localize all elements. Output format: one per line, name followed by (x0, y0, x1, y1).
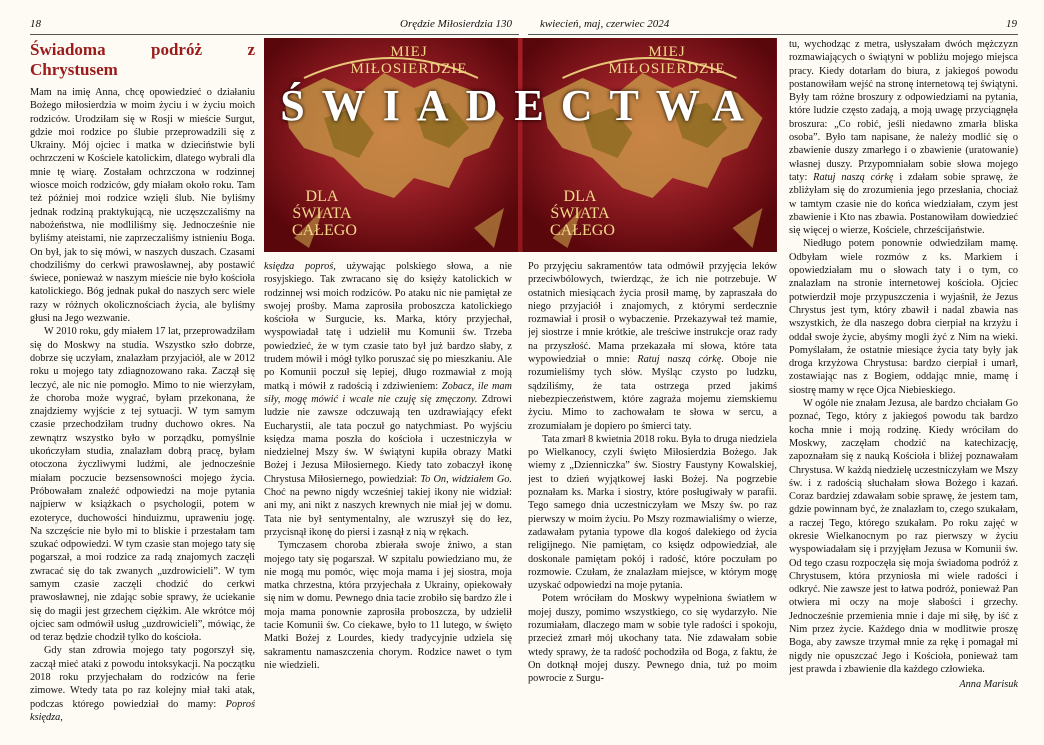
paragraph (30, 644, 255, 724)
photo-caption-top: MIEJ MIŁOSIERDZIE (608, 44, 726, 77)
photo-caption-top: MIEJ MIŁOSIERDZIE (350, 44, 468, 77)
quote-text: To On, widziałem Go. (420, 473, 512, 485)
photo-caption-bottom (550, 188, 615, 239)
magazine-title: Orędzie Miłosierdzia 130 (400, 18, 513, 30)
article-column-1 (30, 38, 255, 738)
photo-caption-line-1: DLA (305, 188, 339, 205)
paragraph: Mam na imię Anna, chcę opowiedzieć o działaniu Bożego miłosierdzia w moim życiu i w życiu moich rodziców. Urodziłam się w Rosji w mieście Surgut, gdzie moi rodzice po ślubie przeprowadzili się z Ukrainy. Mój ojciec i matka w dzieciństwie byli ochrzczeni w Kościele katolickim, dlatego wybrali dla mnie tę wiarę. Zostałam ochrzczona w rodzinnej wiosce moich rodziców, gdy miałam około roku. Tam też później moi rodzice wzięli ślub. Nie byliśmy jednak rodziną praktykującą, nie uczęszczaliśmy na nabożeństwa, nie modliliśmy się. Jednocześnie nie byliśmy ateistami, nie zaprzeczaliśmy istnieniu Boga. On był, jak to się mówi, w naszych duszach. Czasami chodziliśmy do cerkwi prawosławnej, aby postawić świece, ponieważ w naszym mieście nie było kościoła katolickiego. Bóg jednak pukał do naszych serc wiele razy w różnych okolicznościach życia, ale byliśmy głusi na Jego wezwanie. (30, 87, 255, 325)
quote-text: Ratuj naszą córkę. (637, 354, 724, 366)
paragraph (264, 260, 512, 539)
quote-text: Ratuj naszą córkę (813, 171, 894, 183)
issue-date: kwiecień, maj, czerwiec 2024 (540, 18, 670, 30)
paragraph (789, 38, 1018, 237)
article-author: Anna Marisuk (959, 679, 1018, 691)
quote-text: Zobacz, ile mam siły, mogę mówić i wcale nie czuję się zmęczony. (264, 380, 512, 405)
paragraph-text: , używając polskiego słowa, a nie rosyjskiego. Tak zwracano się do księży katolickich w rodzinnej wsi moich rodziców. Po ataku nic nie pamiętał ze swojej prośby. Mama zaprosiła proboszcza katolickiego kościoła w Surgucie, ks. Marka, który przyjechał, wyspowiadał tatę i udzielił mu Komunii św. Trzeba powiedzieć, że w tym czasie tato był już bardzo słaby, z trudem mówił i mógł tylko poruszać się po mieszkaniu. Ale po Komunii poczuł się lepiej, długo rozmawiał z moją matką i mówił z radością i zdziwieniem: (264, 261, 512, 392)
article-column-2 (264, 260, 512, 738)
paragraph: W 2010 roku, gdy miałem 17 lat, przeprowadziłam się do Moskwy na studia. Wszystko szło dobrze, dobrze się uczyłam, znalazłam przyjaciół, ale w 2012 roku u mojego taty zdiagnozowano raka. Zaczął się leczyć, ale nic nie pomogło. Mimo to nie wierzyłam, że choroba może wygrać, byłam przekonana, że znajdziemy wyjście z tej sytuacji. W tym samym czasie przechodziłam trudny duchowo okres. Na zewnątrz wszystko było w porządku, pomyślnie ukończyłam studia, znalazłam dobrą pracę, byłam otoczona życzliwymi ludźmi, ale jednocześnie miałam poczucie bezsensowności mojego życia. Próbowałam znaleźć odpowiedzi na moje pytania najpierw w książkach o psychologii, potem w ezoteryce, duchowości hinduizmu, upraweniu jogę. Na szczęście nie było mi to bliskie i przestałam tam szukać odpowiedzi. W tym czasie stan mojego taty się pogarszał, a moi rodzice za radą znajomych zaczęli zwracać się do tak zwanych „uzdrowicieli”. W tym samym czasie zaczęli chodzić do cerkwi prawosławnej, nie zdając sobie sprawy, że uciekanie się do magii jest grzechem ciężkim. Ale wkrótce mój ojciec sam odmówił usług „uzdrowicieli”, mówiąc, że od teraz będzie chodził tylko do kościoła. (30, 326, 255, 644)
paragraph: Tata zmarł 8 kwietnia 2018 roku. Była to druga niedziela po Wielkanocy, czyli święto Miłosierdzia Bożego. Jak wiemy z „Dzienniczka” św. Siostry Faustyny Kowalskiej, jest to dzień wyjątkowej łaski Bożej. Na pogrzebie poznałam ks. Marka i siostry, które posługiwały w parafii. Tego samego dnia uczestniczyłam we Mszy św. po raz pierwszy w moim życiu. Po Mszy rozmawialiśmy o wierze, zadawałam pytania typowe dla kogoś dalekiego od życia religijnego. Nie pamiętam, co księdz odpowiedział, ale doskonale pamiętam pokój i radość, które poczułam po rozmowie. Czułam, że znalazłam miejsce, w którym mogę uzyskać odpowiedzi na moje pytania. (528, 433, 777, 592)
paragraph (528, 260, 777, 433)
section-banner-title: ŚWIADECTWA (280, 81, 761, 130)
paragraph-text: Zdrowi ludzie nie zawsze odczuwają ten uzdrawiający efekt Eucharystii, ale tata poczuł go natychmiast. Po wyjściu księdza mama poszła do kościoła i uczestniczyła w niedzielnej Mszy św. W świątyni kupiła obrazy Matki Bożej i Jezusa Miłosiernego. Kiedy tato zobaczył ikonę Chrystusa Miłosiernego, powiedział: (264, 393, 512, 485)
header-photo (264, 38, 777, 252)
paragraph-text: Choć na pewno nigdy wcześniej takiej ikony nie widział: ani my, ani nikt z naszych krewnych nie miał jej w domu. Tata nie był sentymentalny, ale wzruszył się do łez, przycisnął ikonę do piersi i zasnął z nią w rękach. (264, 487, 512, 538)
paragraph-text: Po przyjęciu sakramentów tata odmówił przyjęcia leków przeciwbólowych, twierdząc, że ich nie potrzebuje. W ostatnich miesiącach życia prosił mamę, by zapraszała do niego przyjaciół i znajomych, z którymi serdecznie rozmawiał i prosił o wybaczenie. Przekazywał też mamie, jej siostrze i mnie krótkie, ale treściwe instrukcje oraz rady na przyszłość. Mama przekazała mi słowa, które tata wypowiedział o mnie: (528, 261, 777, 366)
paragraph: Potem wróciłam do Moskwy wypełniona światłem w mojej duszy, pomimo wszystkiego, co się wydarzyło. Nie rozumiałam, dlaczego mam w sobie tyle radości i spokoju, przecież zmarł mój ukochany tata. Nie zdawałam sobie wtedy sprawy, że ta radość pochodziła od Boga, z faktu, że On dotknął mojej duszy. Pewnego dnia, tuż po moim powrocie z Surgu- (528, 593, 777, 685)
quote-text: księdza poproś (264, 261, 334, 272)
photo-caption-line-3: CAŁEGO (292, 222, 357, 239)
photo-caption-line-2: ŚWIATA (292, 205, 352, 222)
header-rule-left (30, 34, 519, 35)
paragraph-text: tu, wychodząc z metra, usłyszałam dwóch mężczyzn rozmawiających o świątyni w pobliżu mojego miejsca pracy. Kiedy dotarłam do biura, z jakiegoś powodu postanowiłam wejść na stronę internetową tej świątyni. Były tam różne broszury z odpowiedziami na pytania, które ludzie często zadają, a moją uwagę przyciągnęła broszura: „Co robić, jeśli niedawno zmarła bliska osoba”. Było tam napisane, że należy modlić się o zbawienie duszy zmarłego i o zbawienie (uratowanie) własnej duszy. Przypomniałam sobie słowa mojego taty: (789, 39, 1018, 183)
photo-caption-line-1: DLA (563, 188, 597, 205)
left-page-number: 18 (30, 18, 41, 30)
photo-caption-bottom (292, 188, 357, 239)
photo-left (264, 38, 518, 252)
paragraph-text: i zdałam sobie sprawę, że zbliżyłam się do zrozumienia jego przesłania, chociaż w tamtym czasie nie do końca wiedziałam, czym jest zbawienie i Kto nas zbawia. Postanowiłam dowiedzieć się więcej o wierze, Kościele, chrześcijaństwie. (789, 171, 1018, 237)
paragraph-text: Gdy stan zdrowia mojego taty pogorszył się, zaczął mieć ataki z powodu intoksykacji. Na początku 2018 roku przyjechałam do rodziców na ferie zimowe. Wtedy tata po raz kolejny miał taki atak, podczas którego powiedział do mamy: (30, 645, 255, 710)
photo-right (522, 38, 777, 252)
photo-caption-line-2: ŚWIATA (550, 205, 610, 222)
right-page-number: 19 (1006, 18, 1017, 30)
paragraph: Niedługo potem ponownie odwiedziłam mamę. Odbyłam wiele rozmów z ks. Markiem i opowiedziałam mu o słowach taty i o tym, co znalazłam na stronie internetowej kościoła. Ojciec potwierdził moje przypuszczenia i wyjaśnił, że Jezus Chrystus jest tym, który zbawił i nadal zbawia nas wszystkich, że dla naszego dobra cierpiał na krzyżu i oddał swoje życie, abyśmy mogli żyć z Nim na wieki. Pomyślałam, że ostatnie miesiące życia taty były jak droga krzyżowa Chrystusa: bardzo cierpiał i umarł, zostawiając nas z Bogiem, oddając mnie, mamę i siostrę mamy w ręce Ojca Niebieskiego. (789, 238, 1018, 396)
paragraph: Tymczasem choroba zbierała swoje żniwo, a stan mojego taty się pogarszał. W szpitalu powiedziano mu, że nie mogą mu pomóc, więc moja mama i jej siostra, moja matka chrzestna, która przyjechała z Ukrainy, opiekowały się nim w domu. Pewnego dnia tacie zrobiło się bardzo źle i moja mama ponownie zaprosiła proboszcza, by udzielił tacie Komunii św. Co ciekawe, było to 11 lutego, w święto Matki Bożej z Lourdes, kiedy tradycyjnie udziela się sakramentu namaszczenia chorym. Rodzice nawet o tym nie wiedzieli. (264, 540, 512, 671)
article-column-3 (528, 260, 777, 738)
photo-caption-line-3: CAŁEGO (550, 222, 615, 239)
article-title: Świadoma podróż z Chrystusem (30, 40, 255, 79)
header-rule-right (528, 34, 1018, 35)
quote-text: Poproś księdza, (30, 698, 255, 723)
article-column-4 (789, 38, 1018, 738)
paragraph: W ogóle nie znałam Jezusa, ale bardzo chciałam Go poznać, Tego, który z jakiegoś powodu tak bardzo kocha mnie i moją rodzinę. Kiedy wróciłam do Moskwy, zaczęłam chodzić na katechizację, zapoznałam się z nauką Kościoła i bliżej poznawałam Chrystusa. W każdą niedzielę uczestniczyłam we Mszy św. i z radością słuchałam słowa Bożego i kazań. Coraz bardziej zdawałam sobie sprawę, że jestem tam, gdzie powinnam być, że znalazłam to, czego szukałam, a raczej Tego, którego szukałam. Po roku zajęć w okresie Wielkanocnym po raz pierwszy w życiu wyspowiadałam się i przyjęłam Jezusa w Komunii św. Od tego czasu rozpoczęła się moja świadoma podróż z Chrystusem, która przyniosła mi wiele radości i odkryć. Nie zawsze jest to łatwa podróż, ponieważ Pan otwiera mi oczy na moje słabości i grzechy. Jednocześnie przemienia mnie i daje mi siłę, by iść z Nim przez życie. Każdego dnia w modlitwie proszę Boga, aby zawsze trzymał mnie za rękę i pomagał mi nigdy nie opuszczać Jego i Kościoła, ponieważ tam jest prawda i zbawienie dla każdego człowieka. (789, 398, 1018, 675)
paragraph-text: Oboje nie rozumieliśmy tych słów. Myśląc czysto po ludzku, sądziliśmy, że tata ostrzega przed jakimś niebezpieczeństwem, które zagraża mojemu ziemskiemu życiu. Mimo to zachowałam te słowa w sercu, a zrozumiałam je dopiero po śmierci taty. (528, 354, 777, 432)
